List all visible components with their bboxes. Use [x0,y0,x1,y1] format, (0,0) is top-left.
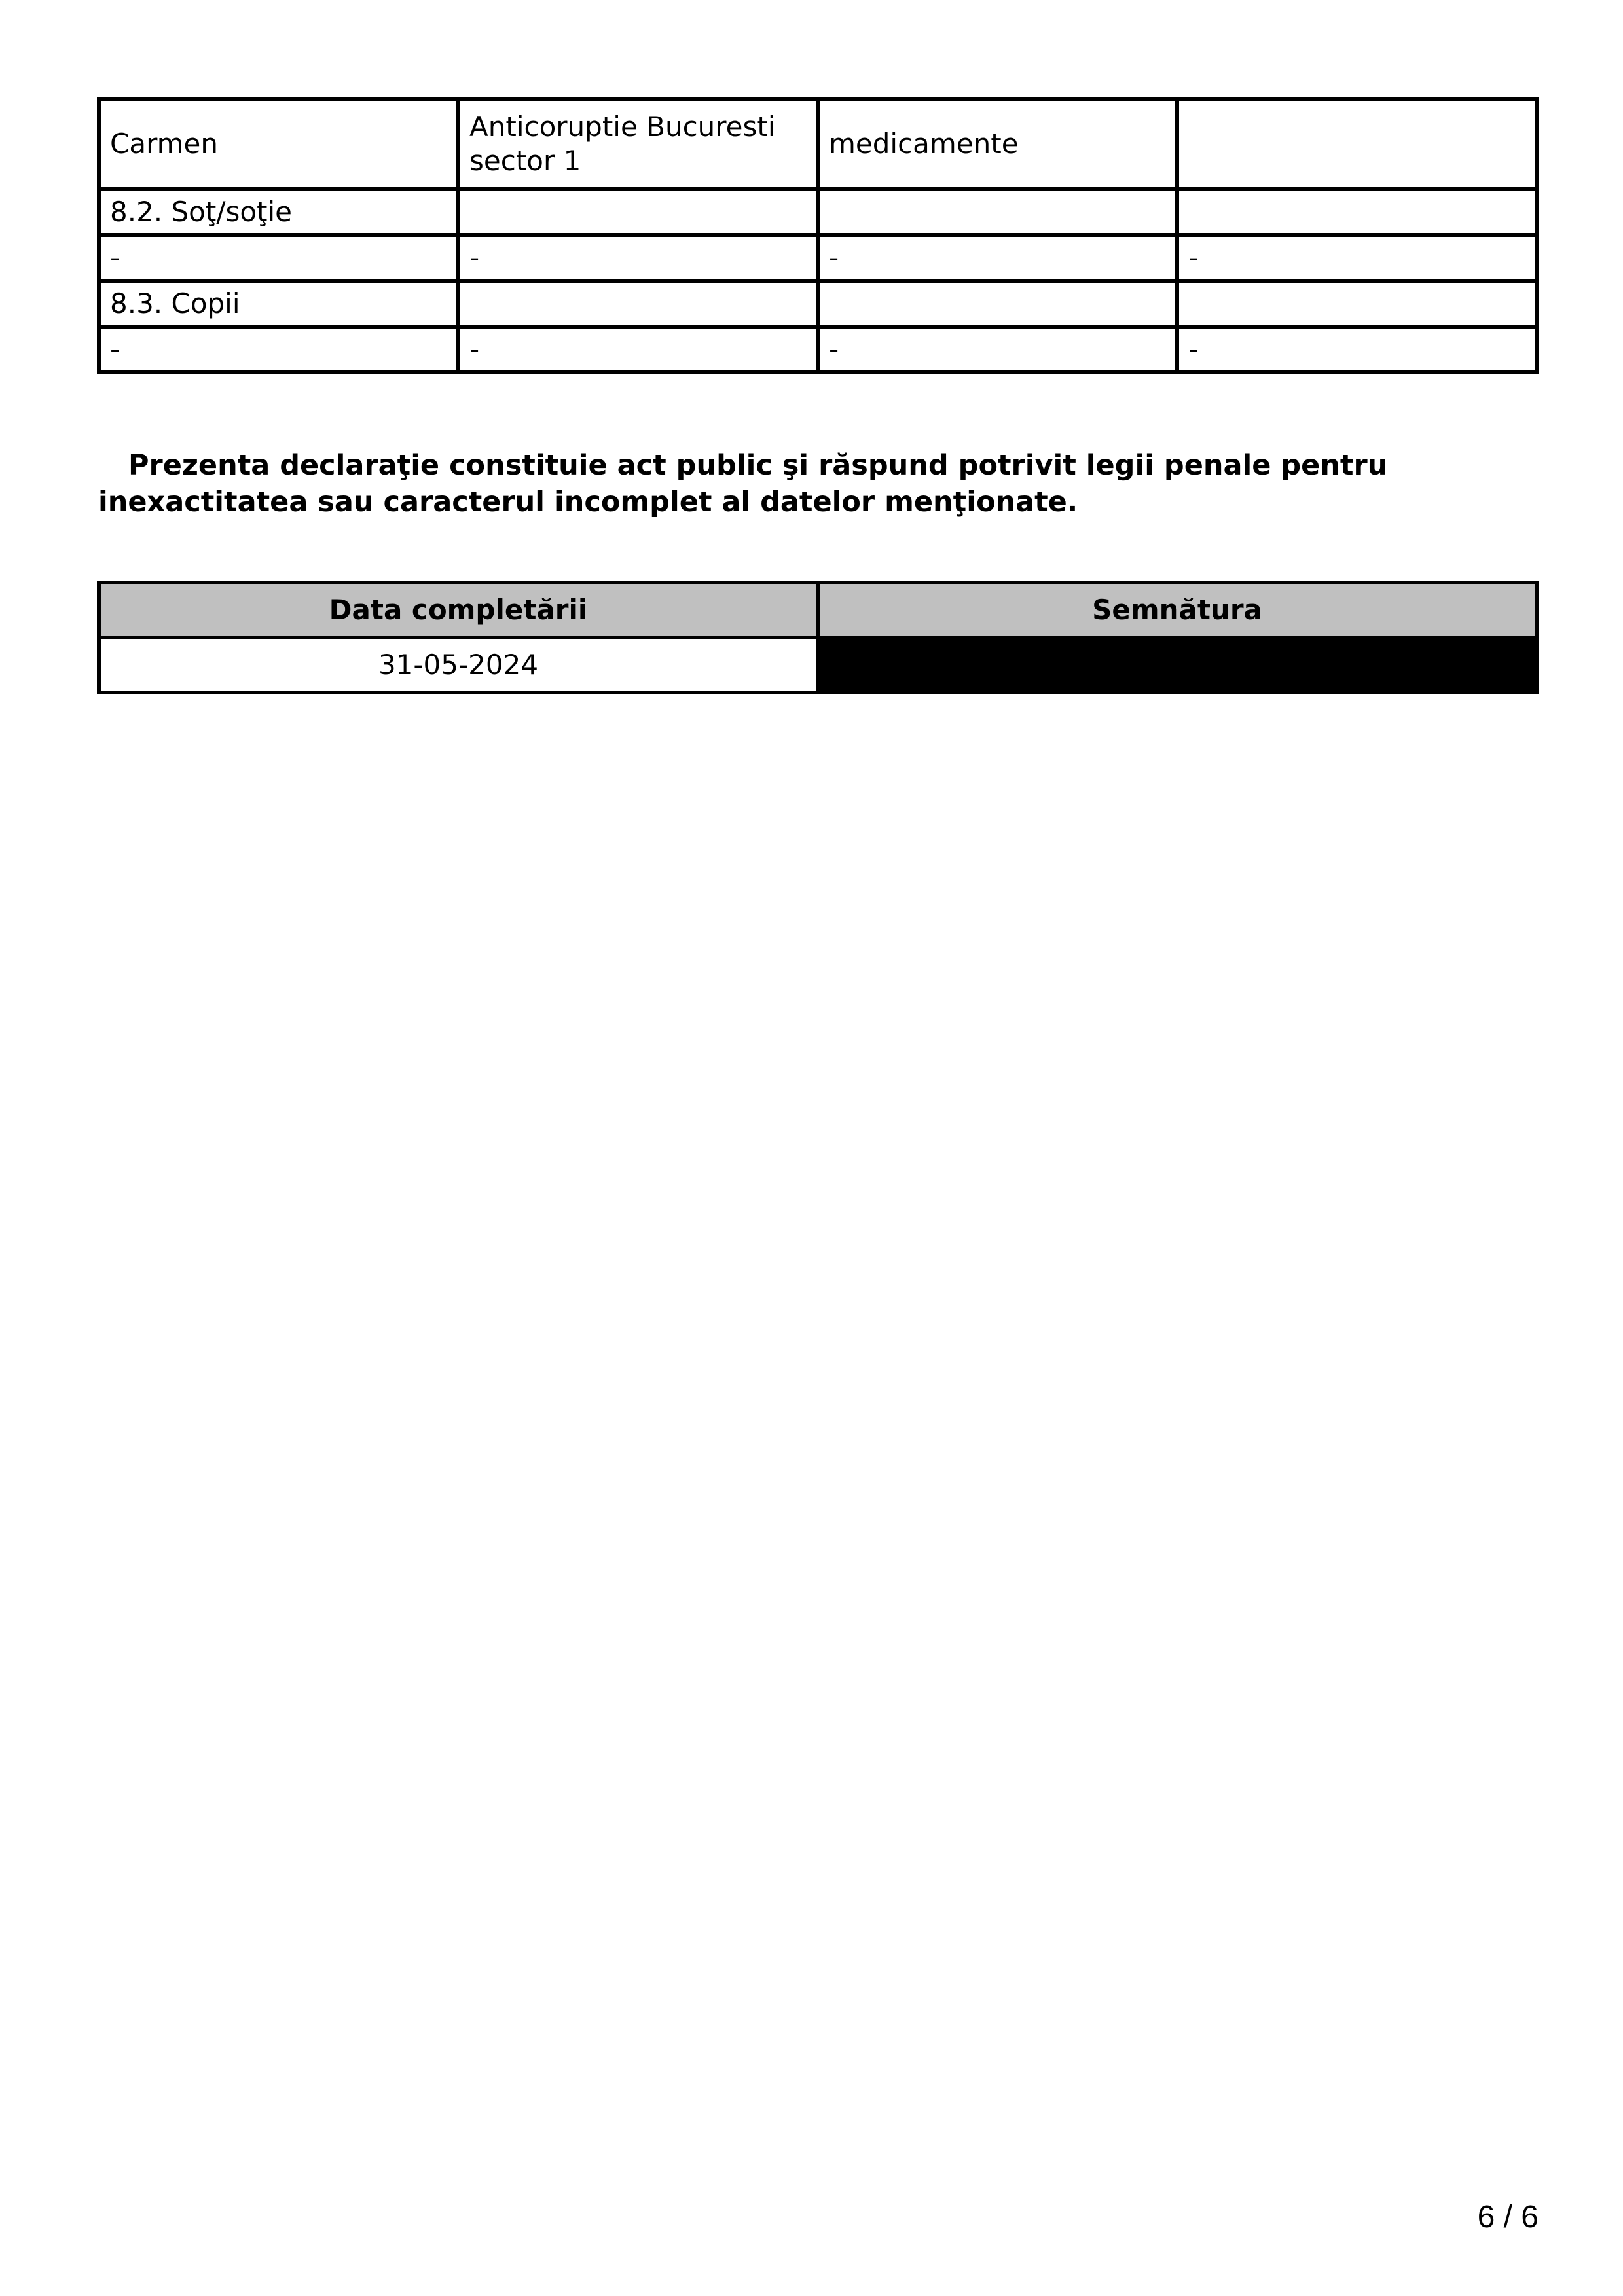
section-label-children: 8.3. Copii [99,281,458,327]
table-cell: - [818,235,1177,281]
completion-date: 31-05-2024 [99,637,818,692]
section-label-spouse: 8.2. Soţ/soţie [99,189,458,235]
table-cell [818,189,1177,235]
table-cell: - [458,235,818,281]
table-cell [1177,281,1537,327]
table-cell [458,189,818,235]
table-cell: - [818,327,1177,372]
table-cell: - [1177,235,1537,281]
signature-table [97,581,1539,694]
signature-header: Semnătura [818,583,1537,637]
table-row [99,327,1537,372]
table-cell: - [1177,327,1537,372]
table-cell: medicamente [818,99,1177,189]
table-cell [1177,189,1537,235]
signature-value-row [99,637,1537,692]
declaration-note: Prezenta declaraţie constituie act public şi răspund potrivit legii penale pentru inexactitatea sau caracterul incomplet al datelor menţionate. [98,449,1388,518]
table-cell: - [99,235,458,281]
table-cell: - [99,327,458,372]
date-header: Data completării [99,583,818,637]
table-row [99,235,1537,281]
table-cell: - [458,327,818,372]
table-cell [458,281,818,327]
table-cell: Carmen [99,99,458,189]
page-number: 6 / 6 [1477,2200,1539,2234]
table-cell [818,281,1177,327]
table-row [99,189,1537,235]
family-table [97,97,1539,374]
table-row [99,281,1537,327]
table-cell [1177,99,1537,189]
signature-header-row [99,583,1537,637]
redacted-signature [818,637,1537,692]
table-cell: Anticoruptie Bucuresti sector 1 [458,99,818,189]
table-row [99,99,1537,189]
